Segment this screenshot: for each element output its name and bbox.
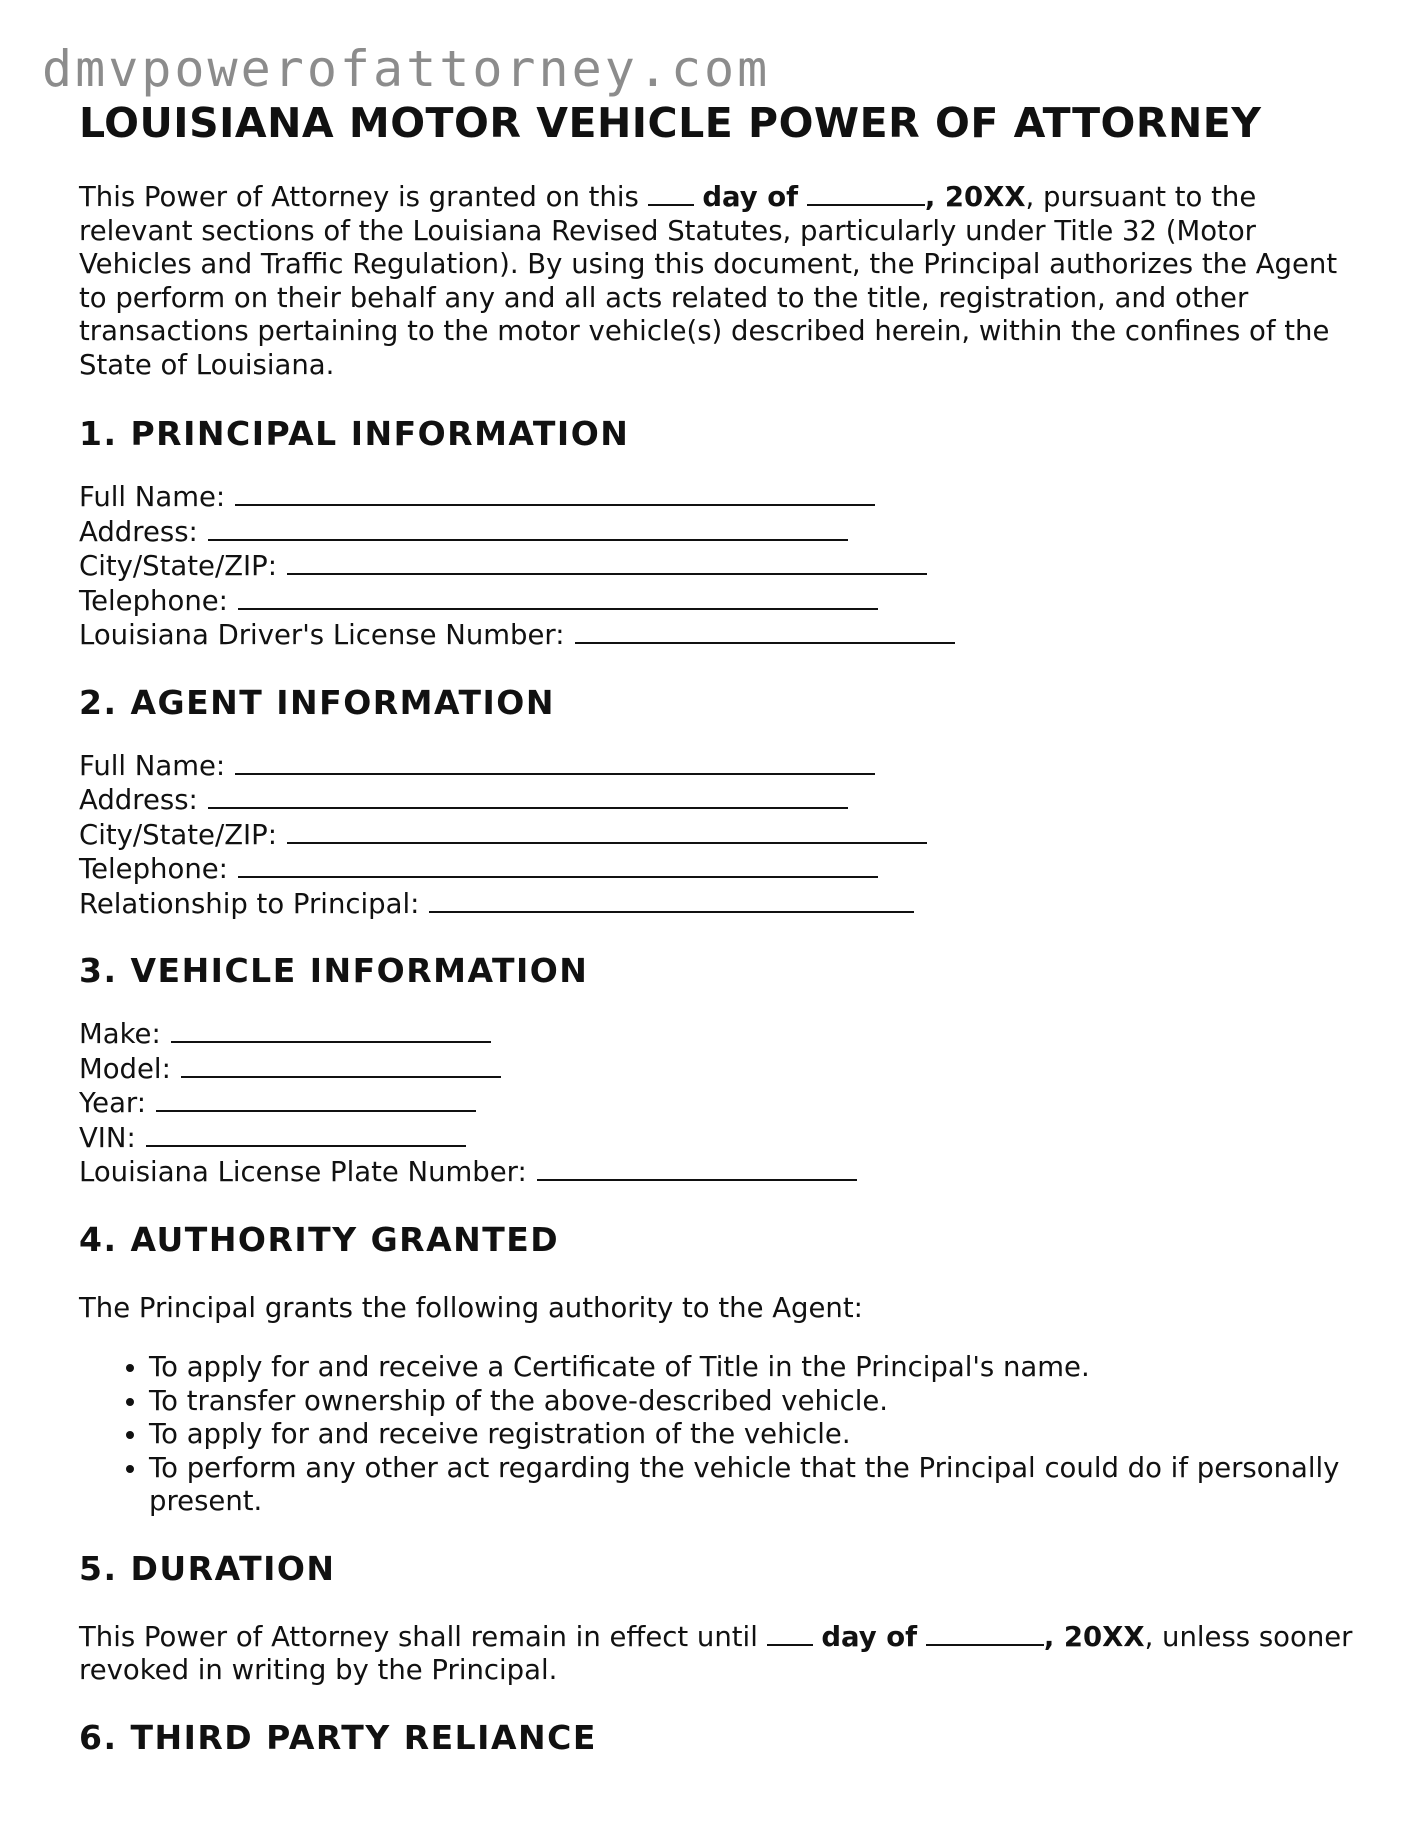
vehicle-plate-field	[79, 1155, 1369, 1190]
vehicle-vin-field	[79, 1121, 1369, 1156]
duration-heading: 5. DURATION	[79, 1548, 336, 1588]
principal-address-field	[79, 515, 1369, 550]
principal-license-field	[79, 618, 1369, 653]
field-label: Model:	[79, 1052, 171, 1085]
principal-license-blank[interactable]	[575, 618, 955, 644]
list-item: • To apply for and receive registration of the vehicle.	[149, 1418, 1369, 1452]
list-item: • To perform any other act regarding the vehicle that the Principal could do if personally present.	[149, 1452, 1369, 1519]
field-label: Full Name:	[79, 481, 226, 513]
vehicle-model-field	[79, 1052, 1369, 1087]
principal-city-state-zip-field	[79, 549, 1369, 584]
principal-full-name-field	[79, 480, 1369, 515]
agent-city-state-zip-field	[79, 818, 1369, 853]
authority-heading: 4. AUTHORITY GRANTED	[79, 1219, 560, 1259]
document-title: LOUISIANA MOTOR VEHICLE POWER OF ATTORNEY	[79, 99, 1262, 147]
intro-year: , 20XX	[924, 181, 1026, 213]
agent-city-state-zip-blank[interactable]	[287, 818, 927, 844]
vehicle-make-blank[interactable]	[171, 1017, 491, 1043]
document	[79, 98, 1369, 1758]
vehicle-model-blank[interactable]	[181, 1052, 501, 1078]
field-label: Telephone:	[79, 584, 228, 617]
intro-post-text: , pursuant to the relevant sections of the Louisiana Revised Statutes, particularly under Title 32 (Motor Vehicles and Traffic Regulation). By using this document, the Principal authorizes the Agent to perform on their behalf any and all acts related to the title, registration, and other transactions pertaining to the motor vehicle(s) described herein, within the confines of the State of Louisiana.	[79, 181, 1338, 381]
field-label: Telephone:	[79, 853, 228, 885]
authority-list	[79, 1351, 1369, 1519]
vehicle-vin-blank[interactable]	[146, 1121, 466, 1147]
agent-fields	[79, 749, 1369, 922]
intro-paragraph	[79, 181, 1369, 382]
field-label: Address:	[79, 784, 198, 816]
authority-lead: The Principal grants the following authority to the Agent:	[79, 1291, 863, 1324]
vehicle-make-field	[79, 1017, 1369, 1052]
duration-pre-text: This Power of Attorney shall remain in effect until	[79, 1620, 758, 1653]
list-item: • To transfer ownership of the above-described vehicle.	[149, 1385, 1369, 1419]
list-item: • To apply for and receive a Certificate of Title in the Principal's name.	[149, 1351, 1369, 1385]
field-label: City/State/ZIP:	[79, 550, 278, 582]
vehicle-heading: 3. VEHICLE INFORMATION	[79, 951, 589, 990]
field-label: Address:	[79, 515, 198, 548]
intro-pre-text: This Power of Attorney is granted on this	[79, 181, 639, 213]
duration-day-of: day of	[821, 1620, 918, 1653]
field-label: Full Name:	[79, 749, 226, 782]
agent-relationship-blank[interactable]	[429, 887, 914, 913]
vehicle-year-field	[79, 1086, 1369, 1121]
field-label: City/State/ZIP:	[79, 818, 278, 851]
principal-fields	[79, 480, 1369, 653]
agent-full-name-field	[79, 749, 1369, 784]
watermark: dmvpowerofattorney.com	[42, 40, 771, 98]
agent-heading: 2. AGENT INFORMATION	[79, 682, 555, 722]
duration-year: , 20XX	[1043, 1620, 1145, 1653]
intro-month-blank[interactable]	[807, 182, 925, 206]
principal-city-state-zip-blank[interactable]	[287, 549, 927, 575]
principal-full-name-blank[interactable]	[235, 480, 875, 506]
third-party-heading: 6. THIRD PARTY RELIANCE	[79, 1717, 597, 1757]
principal-telephone-blank[interactable]	[238, 584, 878, 610]
vehicle-year-blank[interactable]	[156, 1086, 476, 1112]
agent-address-blank[interactable]	[208, 783, 848, 809]
principal-address-blank[interactable]	[208, 515, 848, 541]
agent-telephone-field	[79, 852, 1369, 887]
field-label: Louisiana License Plate Number:	[79, 1156, 527, 1188]
agent-full-name-blank[interactable]	[235, 749, 875, 775]
intro-day-of: day of	[702, 181, 799, 213]
agent-address-field	[79, 783, 1369, 818]
field-label: Make:	[79, 1018, 161, 1050]
principal-telephone-field	[79, 584, 1369, 619]
intro-day-blank[interactable]	[648, 182, 694, 206]
duration-post-text: , unless sooner revoked in writing by the Principal.	[79, 1620, 1353, 1686]
vehicle-fields	[79, 1017, 1369, 1190]
duration-month-blank[interactable]	[926, 1622, 1044, 1646]
principal-heading: 1. PRINCIPAL INFORMATION	[79, 414, 630, 453]
field-label: Relationship to Principal:	[79, 887, 420, 920]
field-label: Louisiana Driver's License Number:	[79, 619, 565, 651]
vehicle-plate-blank[interactable]	[537, 1155, 857, 1181]
field-label: VIN:	[79, 1121, 136, 1154]
agent-relationship-field	[79, 887, 1369, 922]
duration-day-blank[interactable]	[767, 1622, 813, 1646]
field-label: Year:	[79, 1087, 147, 1119]
agent-telephone-blank[interactable]	[238, 852, 878, 878]
duration-paragraph	[79, 1621, 1369, 1688]
